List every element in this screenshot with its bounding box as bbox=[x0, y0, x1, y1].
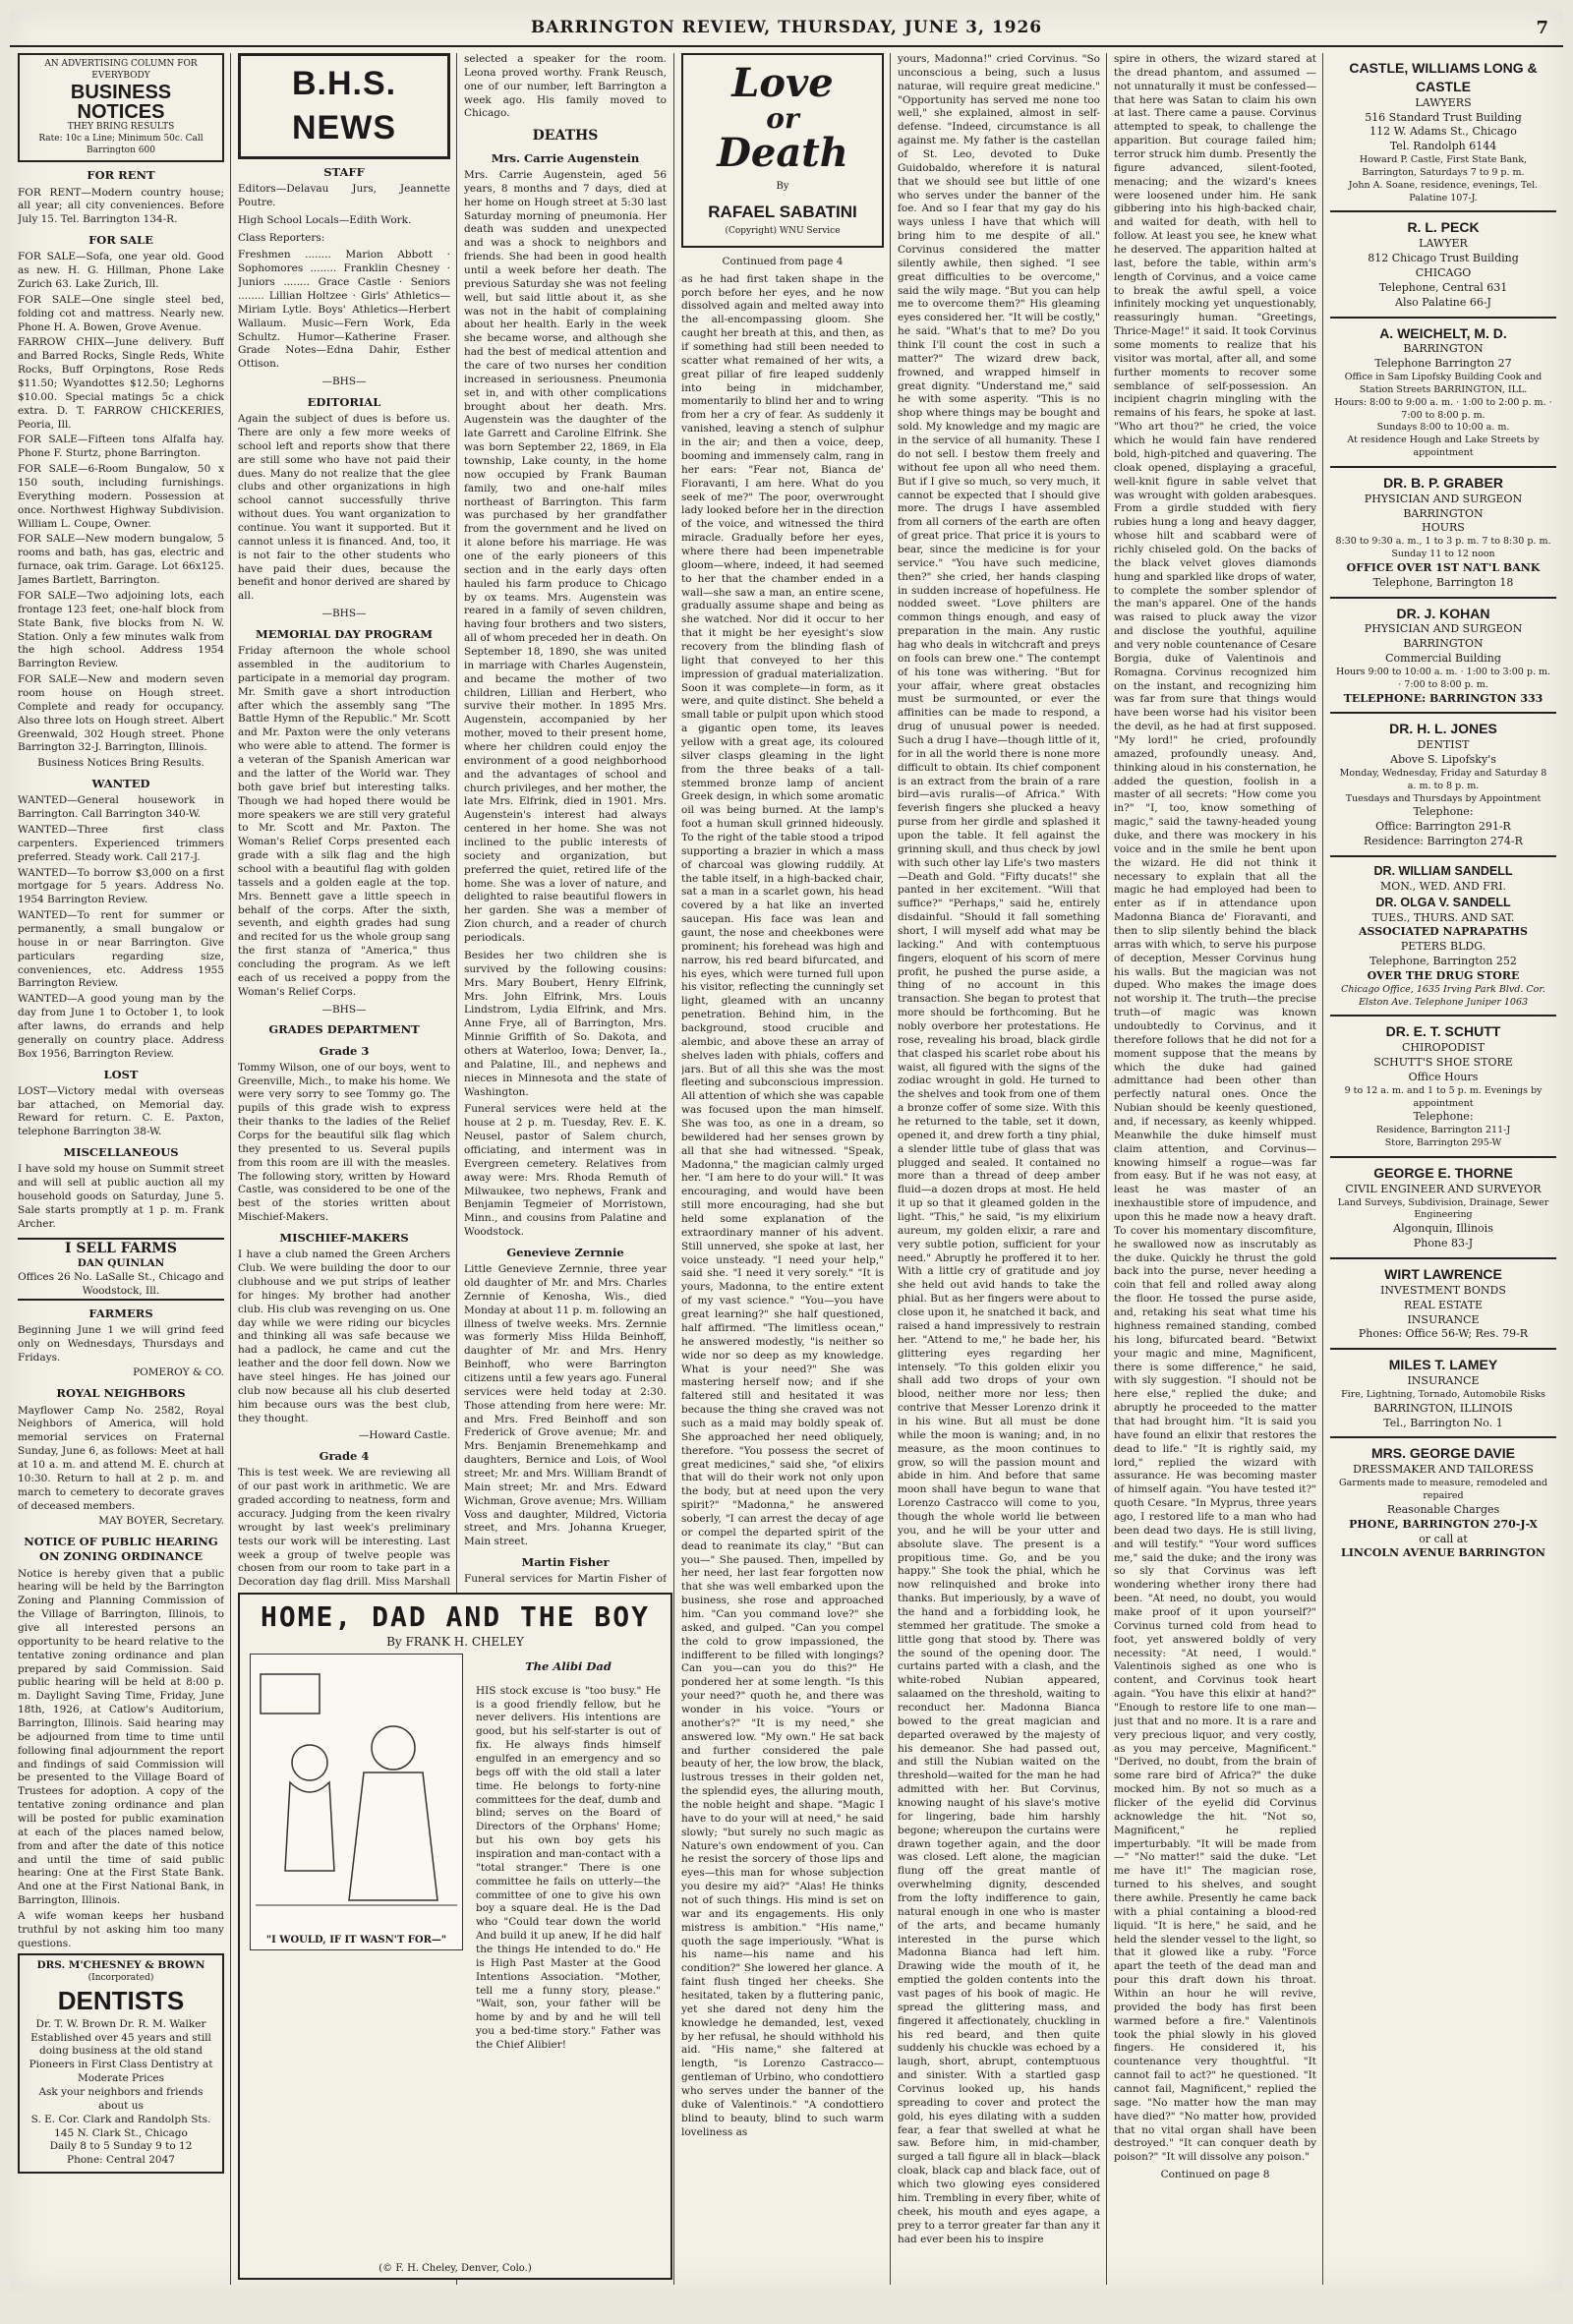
dentists-ask: Ask your neighbors and friends about us bbox=[38, 2085, 204, 2112]
staff-line: Class Reporters: bbox=[238, 231, 325, 244]
professional-cards-column bbox=[1330, 53, 1556, 2285]
card-line: PHONE, BARRINGTON 270-J-X bbox=[1349, 1517, 1538, 1531]
sub-heading: Genevieve Zernnie bbox=[506, 1245, 624, 1259]
card-name: R. L. PECK bbox=[1407, 219, 1480, 236]
card-line: REAL ESTATE bbox=[1403, 1298, 1484, 1311]
article-text: This is test week. We are reviewing all of our past work in arithmetic. We are graded according to neatness, form and accuracy. Judging from the keen rivalry wrought by last week's preliminary tests our work will be interesting. Last week a group of twelve people was chosen from our room to take part in a Decoration day flag drill. Miss Marshall bbox=[238, 1467, 450, 1587]
classified-ad: WANTED—Three first class carpenters. Experienced trimmers preferred. Steady work. Call 217-J. bbox=[18, 823, 224, 863]
card-line: SCHUTT'S SHOE STORE bbox=[1373, 1056, 1513, 1070]
classified-ad: WANTED—To rent for summer or permanently, a small bungalow or house in or near Barrington. Give particulars regarding size, conveniences, etc. Address 1955 Barrington Review. bbox=[18, 909, 224, 990]
classified-ad: FOR SALE—New modern bungalow, 5 rooms and bath, has gas, electric and furnace, oak trim. Garage. Lot 66x125. James Bartlett, Barrington. bbox=[18, 533, 224, 587]
card-line: LINCOLN AVENUE BARRINGTON bbox=[1341, 1546, 1545, 1560]
feature-subtitle: The Alibi Dad bbox=[525, 1659, 612, 1673]
card-line: Garments made to measure, remodeled and repaired bbox=[1339, 1478, 1547, 1501]
classified-ad: WANTED—To borrow $3,000 on a first mortgage for 5 years. Address No. 1954 Barrington Review. bbox=[18, 866, 224, 906]
separator: —BHS— bbox=[321, 608, 367, 620]
article-signature: —Howard Castle. bbox=[358, 1429, 450, 1442]
card-role: INVESTMENT BONDS bbox=[1380, 1283, 1506, 1297]
card-line: Telephone: bbox=[1413, 805, 1474, 819]
card-castle-williams bbox=[1330, 53, 1556, 212]
boy-head bbox=[292, 1745, 327, 1780]
cartoon-caption: "I WOULD, IF IT WASN'T FOR—" bbox=[265, 1935, 447, 1946]
column-rule bbox=[890, 53, 891, 2285]
card-line: Land Surveys, Subdivision, Drainage, Sewer Engineering bbox=[1337, 1196, 1549, 1221]
article-text: I have a club named the Green Archers Club. We were building the door to our clubhouse and we put strips of leather for hinges. My brother had another club. His club was revenging on us. One day while we were riding our bicycles and thinking all was safe because we had a padlock, he came and cut the leather and the door fell down. Now we have steel hinges. He has joined our club now because all his club deserted him because ours was the best club, they thought. bbox=[238, 1249, 450, 1424]
card-line: Hours: 8:00 to 9:00 a. m. · 1:00 to 2:00 p. m. · 7:00 to 8:00 p. m. bbox=[1334, 396, 1552, 421]
card-line: CHICAGO bbox=[1415, 265, 1472, 279]
feature-title: HOME, DAD AND THE BOY bbox=[260, 1600, 650, 1633]
card-name: CASTLE, WILLIAMS LONG & CASTLE bbox=[1349, 60, 1538, 94]
card-role: DRESSMAKER AND TAILORESS bbox=[1353, 1463, 1534, 1477]
section-heading: WANTED bbox=[91, 777, 150, 791]
card-line: Also Palatine 66-J bbox=[1395, 295, 1491, 309]
masthead bbox=[10, 10, 1563, 47]
page-number: 7 bbox=[1536, 17, 1549, 38]
card-schutt bbox=[1330, 1017, 1556, 1158]
card-role: CHIROPODIST bbox=[1401, 1041, 1486, 1055]
card-jones bbox=[1330, 714, 1556, 857]
card-line: BARRINGTON bbox=[1403, 506, 1484, 520]
serial-column-1 bbox=[681, 53, 884, 2285]
card-line: Telephone: bbox=[1413, 1110, 1474, 1124]
serial-text: spire in others, the wizard stared at the dread phantom, and assumed —not unnaturally it must be confessed—that here was Satan to claim his own at last. There came a pause. Corvinus attempted to speak, to challenge the apparition. But courage failed him; terror struck him dumb. Presently the figure advanced, silent-footed, menacing; and the wizard's knees were loosened under him. He sank gibbering into his high-backed chair, and waited for death, with hell to follow. At least you see, he knew what he deserved. The apparition halted at last, before the table, within arm's length of Corvinus, and a voice came to break the awful spell, a voice infinitely mocking yet unquestionably, reassuringly human. "Greetings, Thrice-Mage!" it said. It took Corvinus some moments to realize that his visitor was mortal, after all, and some further moments to recover some semblance of self-possession. An incipient chagrin mingling with the remains of his fears, he spoke at last. "Who art thou?" he cried, the voice which he would fain have rendered bold, high-pitched and quavering. The cloak opened, displaying a graceful, well-knit figure in sable velvet that was wrought with golden arabesques. From a girdle studded with fiery rubies hung a long and heavy dagger, whose hilt and scabbard were of richly chiseled gold. On the backs of the black velvet gloves diamonds hung and sparkled like drops of water, to complete the somber splendor of the man's apparel. One of the hands was raised to pluck away the vizor and disclose the youthful, aquiline and very noble countenance of Cesare Borgia, duke of Valentinois and Romagna. Corvinus recognized him on the instant, and recognizing him was far from sure that things would have been worse had his visitor been the devil, as he had at first supposed. "My lord!" he cried, profoundly amazed, profoundly uneasy. And, thinking aloud in his consternation, he added the question, foolish in a master of all secrets: "How come you in?" "I, too, know something of magic," said the tawny-headed young duke, and there was mockery in his voice and in the smile he bent upon the wizard. He did not think it necessary to explain that all the magic he had employed had been to enter as if in attendance upon Madonna Bianca de' Fioravanti, and then to slip silently behind the black arras with which, to serve his purpose of deception, Messer Corvinus hung his walls. But the magician was not duped. Who makes the image does not worship it. The truth—the precise truth—of magic was known undoubtedly to Corvinus, and it therefore follows that he did not for a moment suppose that the means by which the duke had gained admittance had been other than perfectly natural ones. Once the Nubian should be keenly questioned, and, if necessary, as keenly whipped. Meanwhile the duke himself must claim attention, and Corvinus—knowing himself a rogue—was far from easy. But if he was not easy, at least he was master of an inexhaustible store of impudence, and upon this he made now a heavy draft. To cover his momentary discomfiture, he swallowed now as inscrutably as the duke. Quickly he thrust the gold back into the purse, never heeding a coin that fell and rolled away along the floor. He tossed the purse aside, and, retaking his seat what time his highness remained standing, combed his long, bifurcated beard. "Betwixt your magic and mine, Magnificent, there is some difference," he said, with sly suggestion. "I should not be here else," replied the duke; and abruptly he proceeded to the matter that had brought him. "It is said you have found an elixir that restores the dead to life." "It is rightly said, my lord," replied the wizard with assurance. He was becoming master of himself again. "You have tested it?" quoth Cesare. "In Myprus, three years ago, I restored life to a man who had been dead two days. He is still living, and will testify." "Your word suffices me," said the duke; and the irony was so sly that Corvinus was left wondering whether irony there had been. "At need, no doubt, you would make proof of it upon yourself?" Corvinus turned cold from head to foot, yet answered boldly of very necessity: "At need, I would." Valentinois sighed as one who is content, and Corvinus took heart again. "You have this elixir at hand?" "Enough to restore life to one man—just that and no more. It is a rare and very precious liquor, and very costly, as you may perceive, Magnificent." "Derived, no doubt, from the brain of some rare bird of Africa?" the duke mocked him. By not so much as a flicker of the eyelid did Corvinus acknowledge the hit. "Not so, Magnificent," he replied imperturbably. "It will be made from—" "No matter!" said the duke. "Let me have it!" The magician rose, turned to his shelves, and sought there awhile. Presently he came back with a phial containing a blood-red liquid. "It is here," he said, and he held the slender vessel to the light, so that it glowed like a ruby. "Force apart the teeth of the dead man and pour this draft down his throat. Within an hour he will revive, provided the body has first been warmed before a fire." Valentinois took the phial slowly in his gloved fingers. He considered it, his countenance very thoughtful. "It cannot fail to act?" he questioned. "It cannot fail, Magnificent," replied the sage. "No matter how the man may have died?" "No matter how, provided that no vital organ shall have been destroyed." "It can conquer death by poison?" "It will dissolve any poison." bbox=[1114, 53, 1316, 2164]
serial-text: as he had first taken shape in the porch before her eyes, and he now dissolved again and melted away into the all-encompassing gloom. She caught her breath at this, and then, as if something had still been needed to scatter what remained of her wits, a great pillar of fire leaped suddenly into being in midchamber, momentarily to blind her and to wring from her a cry of fear. As suddenly it vanished, leaving a stench of sulphur in the air; and then a voice, deep, booming and immensely calm, rang in her ears: "Fear not, Bianca de' Fioravanti, I am here. What do you seek of me?" The poor, overwrought lady looked before her in the direction of the voice, and witnessed the third miracle. Gradually before her eyes, where there had been impenetrable gloom—where, indeed, it had seemed to her that the chamber ended in a wall—she saw a man, an entire scene, gradually assume shape and being as she watched. Nor did it occur to her that it might be her eyesight's slow recovery from the blinding flash of light that conveyed to her this impression of gradual materialization. Soon it was complete—in form, as it were, and quite distinct. She beheld a small table or pulpit upon which stood a gigantic open tome, its leaves yellow with a great age, its coloured silver clasps gleaming in the light from the three beaks of a tall-stemmed bronze lamp of ancient Greek design, in which some aromatic oil was being burned. At the lamp's foot a human skull grinned hideously. To the right of the table stood a tripod supporting a brazier in which a mass of charcoal was glowing ruddily. At the table itself, in a high-backed chair, sat a man in a scarlet gown, his head covered by a hat like an inverted saucepan. His face was lean and gaunt, the nose and cheekbones were prominent; his forehead was high and narrow, his red beard bifurcated, and his eyes, which were turned full upon his visitor, reflecting the cunningly set light, gleamed with an uncanny penetration. Behind him, in the background, stood crucible and alembic, and above these an array of shelves laden with phials, coffers and jars. But of all this she was the most fleeting and subconscious impression. All attention of which she was capable was focused upon the man himself. She was too, as one in a dream, so bewildered had her senses grown by all that she had witnessed. "Speak, Madonna," the magician calmly urged her. "I am here to do your will." It was encouraging, and would have been still more encouraging, had she but held some explanation of the extraordinary manner of his advent. Still unnerved, she spoke at last, her voice unsteady. "I need your help," said she. "I need it very sorely." "It is yours, Madonna, to the entire extent of my vast science." "You—you have great learning?" she half questioned, half affirmed. "The limitless ocean," he answered modestly, "is neither so wide nor so deep as my knowledge. What is your need?" She was mastering herself now; and if she faltered still and hesitated it was because the thing she craved was not such as a maid may boldly speak of. She approached her need obliquely, therefore. "You possess the secret of great medicines," said she, "of elixirs that will do their work not only upon the body, but at need upon the very spirit?" "Madonna," he answered soberly, "I can arrest the decay of age or compel the departed spirit of the dead to reanimate its clay," "But can you—" She paused. Then, impelled by her need, her last fear forgotten now that she was well embarked upon the business, she rose and approached him. "Can you command love?" she asked, and gulped. "Can you compel the cold to grow impassioned, the indifferent to be filled with longings? Can you—can you do this?" He pondered her at some length. "Is this your need?" quoth he, and there was wonder in his voice. "Yours or another's?" "It is my need," she answered low. "My own." He sat back and further considered the pale beauty of her, the low brow, the black, lustrous tresses in their golden net, the splendid eyes, the alluring mouth, the noble height and shape. "Magic I have to do your will at need," he said slowly; "but surely no such magic as Nature's own endowment of you. Can he resist the sorcery of those lips and eyes—this man for whose subjection you desire my aid?" "Alas! He thinks not of such things. His mind is set on war and its engagements. His only mistress is ambition." "His name," quoth the sage imperiously. "What is his name—his name and his condition?" She lowered her glance. A faint flush tinged her cheeks. She hesitated, taken by a fluttering panic, yet she dared not deny him the knowledge he demanded, lest, vexed by her refusal, he should withhold his aid. "His name," she faltered at length, "is Lorenzo Castracco—gentleman of Urbino, who condottiero who serves under the banner of the duke of Valentinois." "A condottiero blind to beauty, blind to such warm loveliness as bbox=[681, 272, 884, 2138]
section-heading: ROYAL NEIGHBORS bbox=[56, 1386, 186, 1401]
card-line: 9 to 12 a. m. and 1 to 5 p. m. Evenings by appointment bbox=[1344, 1084, 1543, 1109]
card-line: BARRINGTON, ILLINOIS bbox=[1373, 1401, 1513, 1415]
card-line: Sundays 8:00 to 10:00 a. m. bbox=[1376, 422, 1510, 434]
card-line: Tel. Randolph 6144 bbox=[1389, 140, 1497, 153]
card-role: PHYSICIAN AND SURGEON bbox=[1364, 492, 1523, 505]
cartoon-drawing bbox=[251, 1655, 462, 1949]
separator: —BHS— bbox=[321, 376, 367, 388]
card-name: A. WEICHELT, M. D. bbox=[1379, 324, 1507, 341]
sub-heading: Mrs. Carrie Augenstein bbox=[491, 150, 640, 165]
card-line: BARRINGTON bbox=[1403, 342, 1484, 356]
section-heading: LOST bbox=[103, 1067, 139, 1081]
card-line: or call at bbox=[1419, 1532, 1468, 1545]
card-line: Store, Barrington 295-W bbox=[1384, 1137, 1502, 1149]
dentists-address: S. E. Cor. Clark and Randolph Sts. 145 N. Clark St., Chicago bbox=[30, 2113, 211, 2139]
home-dad-boy-feature bbox=[238, 1593, 672, 2280]
feature-byline: By FRANK H. CHELEY bbox=[386, 1635, 524, 1649]
classified-ad: FOR SALE—6-Room Bungalow, 50 x 150 south, including furnishings. Everything modern. Possession at once. Northwest Highway Subdivision. William L. Coupe, Owner. bbox=[18, 463, 224, 530]
card-thorne bbox=[1330, 1158, 1556, 1259]
bhs-news-header: B.H.S. NEWS bbox=[238, 53, 450, 159]
sub-heading: Martin Fisher bbox=[521, 1555, 610, 1570]
classified-ad: FOR SALE—New and modern seven room house on Hough street. Complete and ready for occupancy. Also three lots on Hough street. Albert Greenwald, 302 Hough street. Phone Barrington 32-J. Barrington, Illinois. bbox=[18, 673, 224, 754]
article-text: selected a speaker for the room. Leona proved worthy. Frank Reusch, one of our number, left Barrington a week ago. His family moved to Chicago. bbox=[464, 53, 667, 120]
serial-column-3 bbox=[1114, 53, 1316, 2285]
serial-text: yours, Madonna!" cried Corvinus. "So unconscious a being, such a lusus naturae, will require great medicine." "Opportunity has served me none too well," she explained, almost in self-defense. "Indeed, circumstance is all against me. My father is the castellan of St. Leo, devoted to Duke Guidobaldo, wherefore it is natural that we should see but little of one who serves under the banner of the foe. And so I fear that my gay do his ways unless I have that which will bring him to me despite of all." Corvinus considered the matter silently awhile, then sighed. "I see great difficulties to be overcome," said the wily mage. "But you can help me to overcome them?" His gleaming eyes considered her. "It will be costly," he said. "What's that to me? Do you think I'll count the cost in such a matter?" The wizard drew back, frowned, and wrapped himself in great dignity. "Understand me," said he with some asperity. "This is no shop where things may be bought and sold. My knowledge and my magic are in the service of all humanity. These I do not sell. I bestow them freely and without fee upon all who need them. But if I give so much, so very much, it cannot be expected that I should give more. The drugs I have assembled from all corners of the earth are often of great price. That price it is yours to bear, since the medicine is for your service." "You have such medicine, then?" she cried, her hands clasping in sudden increase of hopefulness. He nodded sweet. "Love philters are common things enough, and easy of preparation in the main. Any rustic hag who deals in witchcraft and preys on fools can brew one." The contempt of his tone was withering. "But for your affair, where great obstacles must be surmounted, or ever the affinities can be made to respond, a drug of unusual power is needed. Such a drug I have—though little of it, for in all the world there is none more difficult to obtain. Its chief component is an extract from the brain of a rare bird—avis ruralis—of Africa." With feverish fingers she plucked a heavy purse from her girdle and splashed it upon the table. It fell against the grinning skull, and thus check by jowl with such other lay Life's two masters—Death and Gold. "Fifty ducats!" she panted in her excitement. "Will that suffice?" "Perhaps," said he, entirely disdainful. "Should it fall something short, I will myself add what may be lacking." And with contemptuous fingers, eloquent of his scorn of mere profit, he pushed the purse aside, a thing of no account in this transaction. She began to protest that more should be forthcoming. But he nobly overbore her protestations. He rose, revealing his broad, black girdle that clasped his scarlet robe about his waist, all figured with the signs of the zodiac wrought in gold. He turned to the shelves and took from one of them a bronze coffer of some size. With this he returned to the table, set it down, opened it, and drew forth a tiny phial, a slender little tube of glass that was plugged and sealed. It contained no more than a thread of deep amber fluid—a dozen drops at most. He held it up so that it gleamed golden in the light. "This," he said, "is my elixirium aureum, my golden elixir, a rare and very subtle potion, sufficient for your need." Abruptly he proffered it to her. With a little cry of gratitude and joy she held out avid hands to take the phial. But as her fingers were about to close upon it, he snatched it back, and raised a hand impressively to restrain her. "Attend to me," he bade her, his glittering eyes regarding her intensely. "To this golden elixir you shall add two drops of your own blood, neither more nor less; then contrive that Messer Lorenzo drink it in his wine. But all must be done while the moon is waning; and, in no measure, as the moon continues to grow, so will the passion mount and abide in him. And before that same moon shall have begun to wane that Lorenzo Castracco will come to you, though the whole world lie between you, and he will be your utter and absolute slave. The present is a propitious time. Go, and be you happy." She took the phial, which he now relinquished and broke into thanks. But imperiously, by a wave of the hand and a forbidding look, he stemmed her gratitude. The smoke a little gong that stood by. There was the sound of the opening door. The curtains parted with a clash, and the white-robed Nubian appeared, salaamed on the threshold, waiting to reconduct her. Madonna Bianca bowed to the great magician and departed overawed by the majesty of his demeanor. She had passed out, and still the Nubian waited on the threshold—waited for the man he had admitted with her. But Corvinus, knowing naught of his slave's motive for lingering, bade him harshly begone; whereupon the curtains were drawn together again, and the door was closed. Left alone, the magician flung off the great mantle of overwhelming dignity, descended from the lofty indifference to gain, natural enough in one who is master of the arts, and became humanly interested in the purse which Madonna Bianca had left him. Drawing wide the mouth of it, he emptied the golden contents into the vast pages of his book of magic. He spread the glittering mass, and fingered it affectionately, chuckling in his red beard, and then quite suddenly his chuckle was echoed by a laugh, short, abrupt, contemptuous and sinister. With a startled gasp Corvinus looked up, his hands spreading to cover and protect the gold, his eyes dilating with a sudden fear, a fear that swelled at what he saw. Before him, in mid-chamber, surged a tall figure all in black—black cloak, black cap and black face, out of which two glowing eyes considered him. Trembling in every fiber, white of cheek, his mouth and eyes agape, a prey to a terror greater far than any it had ever been his to inspire bbox=[898, 53, 1100, 2245]
serial-by: By bbox=[776, 181, 789, 193]
card-line: 516 Standard Trust Building bbox=[1365, 110, 1522, 124]
sign-shape bbox=[261, 1674, 320, 1714]
card-line: MON., WED. AND FRI. bbox=[1379, 879, 1507, 893]
card-line: OFFICE OVER 1ST NAT'L BANK bbox=[1346, 560, 1541, 574]
card-name: DR. E. T. SCHUTT bbox=[1385, 1023, 1501, 1040]
serial-title-box bbox=[681, 53, 884, 248]
section-heading: FARMERS bbox=[88, 1306, 153, 1320]
serial-title-word: Death bbox=[717, 130, 848, 177]
card-role: DENTIST bbox=[1417, 738, 1470, 752]
card-line: Office Hours bbox=[1408, 1070, 1479, 1083]
card-kohan bbox=[1330, 599, 1556, 715]
farms-address: Offices 26 No. LaSalle St., Chicago and Woodstock, Ill. bbox=[18, 1271, 224, 1297]
dad-body bbox=[349, 1772, 437, 1900]
newspaper-page bbox=[10, 10, 1563, 2291]
column-rule bbox=[230, 53, 231, 2285]
feature-text: HIS stock excuse is "too busy." He is a good friendly fellow, but he never delivers. His intentions are good, but his self-starter is out of fix. He always finds himself engulfed in an emergency and so begs off with the old stall a later time. He belongs to forty-nine committees for the deaf, dumb and blind; serves on the Board of Directors of the Orphans' Home; but his own boy gets his inspiration and man-contact with a "total stranger." There is one committee he fails on utterly—the committee of one to give his own boy a square deal. He is the Dad who "Could tear down the world And build it up anew, If he did half the things He intended to do." He is High Past Master at the Good Intentions Association. "Mother, tell me a funny story, please." "Wait, son, your father will be home by and by and he will tell you a bed-time story." Father was the Chief Alibier! bbox=[476, 1684, 661, 2052]
card-line: John A. Soane, residence, evenings, Tel. Palatine 107-J. bbox=[1348, 179, 1539, 203]
notice-text: Mayflower Camp No. 2582, Royal Neighbors of America, will hold memorial services on Fraternal Sunday, June 6, as follows: Meet at hall at 10 a. m. and attend M. E. church at 10:30. Return to hall at 2 p. m. and march to cemetery to decorate graves of deceased members. bbox=[18, 1404, 224, 1512]
results-line: Business Notices Bring Results. bbox=[37, 757, 204, 770]
obituary-text: Besides her two children she is survived by the following cousins: Mrs. Mary Boubert, Henry Elfrink, Mrs. John Elfrink, Mrs. Louis Lindstrom, Lydia Elfrink, and Mrs. Anne Frye, all of Barrington, Mrs. Minnie Griffith of So. Dakota, and others at Waterloo, Iowa; Denver, Ia., and Palatine, Ill., and nephews and nieces in Minnesota and the state of Washington. bbox=[464, 949, 667, 1098]
card-line: Office in Sam Lipofsky Building Cook and Station Streets BARRINGTON, ILL. bbox=[1344, 372, 1543, 395]
card-name: DR. H. L. JONES bbox=[1389, 721, 1497, 737]
card-line: Phone 83-J bbox=[1413, 1237, 1474, 1250]
card-line: PETERS BLDG. bbox=[1400, 940, 1486, 954]
card-name: GEORGE E. THORNE bbox=[1373, 1164, 1513, 1181]
card-name: DR. B. P. GRABER bbox=[1383, 474, 1503, 491]
dentists-ad bbox=[18, 1953, 224, 2175]
classified-ad: FOR SALE—Two adjoining lots, each frontage 123 feet, one-half block from State Bank, five blocks from N. W. Station. Only a few minutes walk from the high school. Address 1954 Barrington Review. bbox=[18, 589, 224, 670]
farms-ad bbox=[18, 1238, 224, 1301]
card-line: Telephone, Barrington 18 bbox=[1372, 575, 1514, 589]
farms-title: I SELL FARMS bbox=[65, 1240, 177, 1256]
article-text: Tommy Wilson, one of our boys, went to Greenville, Mich., to make his home. We were very sorry to see Tommy go. The pupils of this grade wish to express their thanks to the ladies of the Relief Corps for the beautiful silk flag which they presented to us. Several pupils from this room are ill with the measles. The following story, written by Howard Castle, was considered to be one of the best of the stories written about Mischief-Makers. bbox=[238, 1061, 450, 1224]
serial-title-word: Love bbox=[731, 60, 834, 106]
card-line: Telephone, Barrington 252 bbox=[1369, 955, 1517, 968]
classified-ad: I have sold my house on Summit street and will sell at public auction all my household goods on Saturday, June 5. Sale starts promptly at 1 p. m. Frank Archer. bbox=[18, 1163, 224, 1230]
feature-credit: (© F. H. Cheley, Denver, Colo.) bbox=[379, 2263, 532, 2274]
card-role: CIVIL ENGINEER AND SURVEYOR bbox=[1345, 1182, 1542, 1195]
dentists-established: Established over 45 years and still doing business at the old stand bbox=[30, 2031, 211, 2058]
card-name: DR. OLGA V. SANDELL bbox=[1375, 895, 1511, 909]
business-notices-banner bbox=[18, 53, 224, 162]
card-graber bbox=[1330, 468, 1556, 599]
feature-body bbox=[476, 1654, 661, 2063]
banner-top: AN ADVERTISING COLUMN FOR EVERYBODY bbox=[44, 59, 198, 81]
dentists-doctors: Dr. T. W. Brown Dr. R. M. Walker bbox=[35, 2017, 206, 2030]
card-peck bbox=[1330, 212, 1556, 318]
card-line: At residence Hough and Lake Streets by appointment bbox=[1347, 435, 1540, 458]
column-rule bbox=[1322, 53, 1323, 2285]
section-heading: FOR SALE bbox=[88, 233, 153, 248]
staff-list: Freshmen ........ Marion Abbott · Sophomores ........ Franklin Chesney · Juniors ........ Grace Castle · Seniors ........ Lillian Holtzee · Girls' Athletics—Miriam Lytle. Boys' Athletics—Herbert Wallaum. Music—Fern Work, Eda Schultz. Humor—Katherine Fraser. Grade Notes—Edna Dahir, Esther Ottison. bbox=[238, 249, 450, 371]
card-line: 112 W. Adams St., Chicago bbox=[1369, 125, 1517, 139]
section-heading: MISCELLANEOUS bbox=[63, 1145, 179, 1160]
card-line: OVER THE DRUG STORE bbox=[1367, 968, 1520, 982]
deaths-column bbox=[464, 53, 667, 1587]
serial-column-2 bbox=[898, 53, 1100, 2285]
section-heading: MEMORIAL DAY PROGRAM bbox=[256, 627, 433, 642]
classified-ad: WANTED—General housework in Barrington. Call Barrington 340-W. bbox=[18, 794, 224, 821]
card-line: Commercial Building bbox=[1385, 652, 1501, 666]
card-name: DR. J. KOHAN bbox=[1396, 605, 1490, 621]
section-heading: DEATHS bbox=[532, 128, 599, 145]
card-line: Algonquin, Illinois bbox=[1393, 1222, 1493, 1236]
card-line: ASSOCIATED NAPRAPATHS bbox=[1359, 925, 1528, 939]
card-role: LAWYERS bbox=[1415, 95, 1472, 109]
sub-heading: Grade 3 bbox=[319, 1043, 370, 1058]
card-line: Telephone Barrington 27 bbox=[1374, 357, 1512, 371]
card-name: DR. WILLIAM SANDELL bbox=[1373, 863, 1513, 878]
classified-ad: WANTED—A good young man by the day from June 1 to October 1, to look after lawns, do errands and help generally on country place. Address Box 1956, Barrington Review. bbox=[18, 993, 224, 1060]
card-line: Above S. Lipofsky's bbox=[1390, 753, 1496, 767]
classified-ad: FARROW CHIX—June delivery. Buff and Barred Rocks, Single Reds, White Rocks, Buff Orpingtons, Rose Reds $11.50; Wyandottes $12.50; Leghorns $10.00. Special matings 5c a chick extra. D. T. FARROW CHICKERIES, Peoria, Ill. bbox=[18, 336, 224, 431]
card-role: LAWYER bbox=[1419, 237, 1468, 251]
staff-line: Editors—Delavau Jurs, Jeannette Poutre. bbox=[238, 182, 450, 208]
sub-heading: MISCHIEF-MAKERS bbox=[279, 1231, 409, 1246]
obituary-text: Little Genevieve Zernnie, three year old daughter of Mr. and Mrs. Charles Zernnie of Kenosha, Wis., died Monday at about 11 p. m. following an illness of twelve weeks. Mrs. Zernnie was formerly Miss Hilda Beinhoff, daughter of Mr. and Mrs. Henry Beinhoff, who were Barrington citizens until a few years ago. Funeral services were held today at 2:30. Those attending from here were: Mr. and Mrs. Fred Beinhoff and son Frederick of Grove avenue; Mr. and Mrs. Benjamin Brenemehkamp and daughters, Bernice and Lois, of Wool street; Mr. and Mrs. William Brandt of Main street; Mr. and Mrs. Edward Wichman, Grove avenue; Mrs. William Voss and daughter, Mildred, Victoria street, and Mrs. Johanna Krueger, Main street. bbox=[464, 1263, 667, 1548]
card-line: 812 Chicago Trust Building bbox=[1368, 252, 1519, 265]
card-line: TELEPHONE: BARRINGTON 333 bbox=[1343, 691, 1544, 705]
card-line: Tel., Barrington No. 1 bbox=[1383, 1416, 1503, 1429]
cartoon-illustration bbox=[250, 1654, 463, 1950]
card-line: Telephone, Central 631 bbox=[1378, 280, 1508, 294]
dentists-phone: Phone: Central 2047 bbox=[67, 2154, 175, 2167]
card-role: PHYSICIAN AND SURGEON bbox=[1364, 622, 1523, 636]
dentists-inc: (Incorporated) bbox=[87, 1972, 154, 1983]
classified-ad: LOST—Victory medal with overseas bar attached, on Memorial day. Reward for return. C. E. Paxton, telephone Barrington 38-W. bbox=[18, 1084, 224, 1138]
dentists-pioneers: Pioneers in First Class Dentistry at Moderate Prices bbox=[29, 2059, 213, 2085]
staff-line: High School Locals—Edith Work. bbox=[238, 213, 412, 226]
obituary-text: Funeral services were held at the house at 2 p. m. Tuesday, Rev. E. K. Neusel, pastor of Salem church, officiating, and interment was in Evergreen cemetery. Relatives from away were: Mrs. Rhoda Remuth of Milwaukee, two nephews, Frank and Benjamin Tegmeier of Morristown, Minn., and cousins from Palatine and Woodstock. bbox=[464, 1103, 667, 1239]
card-line: Residence, Barrington 211-J bbox=[1375, 1125, 1511, 1136]
banner-sub: THEY BRING RESULTS bbox=[67, 121, 175, 132]
dad-head bbox=[372, 1726, 415, 1770]
card-line: 8:30 to 9:30 a. m., 1 to 3 p. m. 7 to 8:30 p. m. bbox=[1335, 536, 1551, 548]
section-heading: FOR RENT bbox=[87, 168, 155, 183]
card-line: TUES., THURS. AND SAT. bbox=[1371, 910, 1515, 924]
notice-text: Beginning June 1 we will grind feed only on Wednesdays, Thursdays and Fridays. bbox=[18, 1323, 224, 1364]
card-lamey bbox=[1330, 1350, 1556, 1438]
notice-signature: MAY BOYER, Secretary. bbox=[98, 1515, 224, 1528]
boy-body bbox=[285, 1782, 334, 1871]
article-text: Again the subject of dues is before us. There are only a few more weeks of school left and reports show that there are still some who have not paid their dues. Many do not realize that the glee clubs and other organizations in high school cannot successfully thrive without dues. You want organization to continue. You want it supported. But it cannot unless it is financed. And, too, it is not fair to the other students who have paid their dues, because the benefit and honor derived are shared by all. bbox=[238, 413, 450, 603]
classified-ad: FOR SALE—Fifteen tons Alfalfa hay. Phone F. Sturtz, phone Barrington. bbox=[18, 434, 224, 460]
card-role: INSURANCE bbox=[1407, 1374, 1480, 1388]
classified-ad: FOR RENT—Modern country house; all year; all city conveniences. Before July 15. Tel. Barrington 134-R. bbox=[18, 186, 224, 226]
rate-line: Rate: 10c a Line; Minimum 50c. Call Barrington 600 bbox=[38, 133, 204, 155]
filler-text: A wife woman keeps her husband truthful by not asking him too many questions. bbox=[18, 1910, 224, 1949]
continued-note: Continued on page 8 bbox=[1160, 2169, 1270, 2181]
notice-signature: POMEROY & CO. bbox=[133, 1366, 224, 1379]
sub-heading: Grade 4 bbox=[319, 1449, 370, 1464]
card-sandell bbox=[1330, 857, 1556, 1017]
card-name: WIRT LAWRENCE bbox=[1384, 1265, 1502, 1282]
card-line: Office: Barrington 291-R bbox=[1375, 820, 1511, 834]
card-line: Phones: Office 56-W; Res. 79-R bbox=[1358, 1327, 1529, 1341]
article-text: Friday afternoon the whole school assembled in the auditorium to participate in a memorial day program. Mr. Smith gave a short introduction after which the assembly sang "The Battle Hymn of the Republic." Mr. Scott and Mr. Paxton were the only veterans who were able to attend. The former is a veteran of the Spanish American war and the latter of the World war. They both gave brief but interesting talks. Though we had hoped there would be more speakers we are still very grateful to Mr. Scott and Mr. Paxton. The Woman's Relief Corps presented each grade with a silk flag and the high school with a beautiful flag with golden tassels and a golden eagle at the top. Mrs. Bennett gave a little speech in behalf of the corps. After the sixth, seventh, and eighth grades had sung and recited for us the whole group sang the first stanza of "America," thus concluding the program. As we left each of us received a poppy from the Woman's Relief Corps. bbox=[238, 645, 450, 998]
bhs-news-column bbox=[238, 53, 450, 1587]
card-line: Fire, Lightning, Tornado, Automobile Risks bbox=[1341, 1388, 1545, 1400]
card-line: HOURS bbox=[1422, 521, 1465, 535]
card-line: Chicago Office, 1635 Irving Park Blvd. Cor. Elston Ave. Telephone Juniper 1063 bbox=[1341, 983, 1545, 1008]
masthead-title: BARRINGTON REVIEW, THURSDAY, JUNE 3, 1926 bbox=[530, 18, 1043, 37]
card-line: Howard P. Castle, First State Bank, Barrington, Saturdays 7 to 9 p. m. bbox=[1359, 154, 1528, 178]
card-name: MILES T. LAMEY bbox=[1388, 1357, 1498, 1373]
card-lawrence bbox=[1330, 1259, 1556, 1350]
dentists-hours: Daily 8 to 5 Sunday 9 to 12 bbox=[49, 2140, 193, 2153]
continued-note: Continued from page 4 bbox=[722, 255, 844, 267]
section-heading: STAFF bbox=[323, 164, 365, 179]
serial-title-word: or bbox=[766, 102, 799, 135]
section-heading: GRADES DEPARTMENT bbox=[268, 1022, 420, 1037]
section-heading: NOTICE OF PUBLIC HEARING ON ZONING ORDINANCE bbox=[24, 1535, 218, 1564]
card-line: Sunday 11 to 12 noon bbox=[1391, 549, 1495, 560]
card-davie bbox=[1330, 1438, 1556, 1567]
card-name: MRS. GEORGE DAVIE bbox=[1371, 1445, 1515, 1462]
separator: —BHS— bbox=[321, 1003, 367, 1016]
dentists-title: DENTISTS bbox=[57, 1986, 185, 2016]
notice-text: Notice is hereby given that a public hearing will be held by the Barrington Zoning and Planning Commission of the Village of Barrington, Illinois, to give all interested persons an opportunity to be heard relative to the tentative zoning ordinance and plan prepared by said Commission. Said public hearing will be held at 8:00 p. m. Daylight Saving Time, Friday, June 18th, 1926, at Catlow's Auditorium, Barrington, Illinois. Said hearing may be adjourned from time to time until following final adjournment the report and findings of said Commission will be presented to the Village Board of Trustees for adoption. A copy of the tentative zoning ordinance and plan will be posted for public examination at each of the places named below, from and after the date of this notice and until the time of said public hearing: One at the First State Bank. And one at the First National Bank, in Barrington, Illinois. bbox=[18, 1567, 224, 1907]
banner-title: BUSINESS NOTICES bbox=[70, 81, 172, 123]
card-line: Reasonable Charges bbox=[1386, 1502, 1500, 1516]
card-line: Residence: Barrington 274-R bbox=[1364, 835, 1523, 848]
card-line: BARRINGTON bbox=[1403, 637, 1484, 651]
classified-ad: FOR SALE—One single steel bed, folding cot and mattress. Nearly new. Phone H. A. Bowen, Grove Avenue. bbox=[18, 293, 224, 333]
section-heading: EDITORIAL bbox=[307, 394, 381, 409]
dentists-name: DRS. M'CHESNEY & BROWN bbox=[36, 1958, 205, 1971]
classified-ad: FOR SALE—Sofa, one year old. Good as new. H. G. Hillman, Phone Lake Zurich 63. Lake Zurich, Ill. bbox=[18, 251, 224, 291]
serial-author: RAFAEL SABATINI bbox=[708, 202, 857, 221]
serial-copyright: (Copyright) WNU Service bbox=[725, 226, 841, 237]
column-rule bbox=[1106, 53, 1107, 2285]
farms-name: DAN QUINLAN bbox=[77, 1257, 165, 1270]
business-notices-column bbox=[18, 53, 224, 2285]
obituary-text: Funeral services for Martin Fisher of bbox=[464, 1573, 667, 1586]
card-line: INSURANCE bbox=[1407, 1312, 1480, 1326]
card-line: Hours 9:00 to 10:00 a. m. · 1:00 to 3:00 p. m. · 7:00 to 8:00 p. m. bbox=[1335, 666, 1551, 690]
card-line: Tuesdays and Thursdays by Appointment bbox=[1345, 792, 1542, 804]
obituary-text: Mrs. Carrie Augenstein, aged 56 years, 8 months and 7 days, died at her home on Hough street at 5:30 last Saturday morning of pneumonia. Her death was sudden and unexpected and was a shock to neighbors and friends. She had been in good health until a week before her death. The previous Saturday she was not feeling well, but said little about it, as she was not in the habit of complaining about her health. Early in the week she became worse, and although she had the best of medical attention and the care of two nurses her condition increased in seriousness. Pneumonia set in, and with other complications brought about her death. Mrs. Augenstein was the daughter of the late Garrett and Caroline Elfrink. She was born September 22, 1869, in Ela township, Lake county, in the home now occupied by Frank Bauman family, two and one-half miles northeast of Barrington. This farm was purchased by her grandfather from the government and he lived on it alone before his marriage. He was one of the early pioneers of this section and in the early days often hauled his farm produce to Chicago by ox teams. Mrs. Augenstein was reared in a family of seven children, having four brothers and two sisters, all of whom preceded her in death. On September 18, 1890, she was united in marriage with Charles Augenstein, and became the mother of two children, Lillian and Herbert, who survive their mother. In 1895 Mrs. Augenstein, accompanied by her mother, moved to their present home, where her children could enjoy the environment of a good neighborhood and the advantages of school and church privileges, and her mother, the late Mrs. Elfrink, died in 1901. Mrs. Augenstein's interest had always centered in her home. She was not inclined to the public interests of society and organization, but preferred the quiet, retired life of the home. She was a lover of nature, and delighted to raise beautiful flowers in her garden. She was a member of Zion church, and a reader of church periodicals. bbox=[464, 168, 667, 945]
column-rule bbox=[673, 53, 674, 2285]
card-line: Monday, Wednesday, Friday and Saturday 8 a. m. to 8 p. m. bbox=[1339, 767, 1547, 791]
card-weichelt bbox=[1330, 319, 1556, 468]
